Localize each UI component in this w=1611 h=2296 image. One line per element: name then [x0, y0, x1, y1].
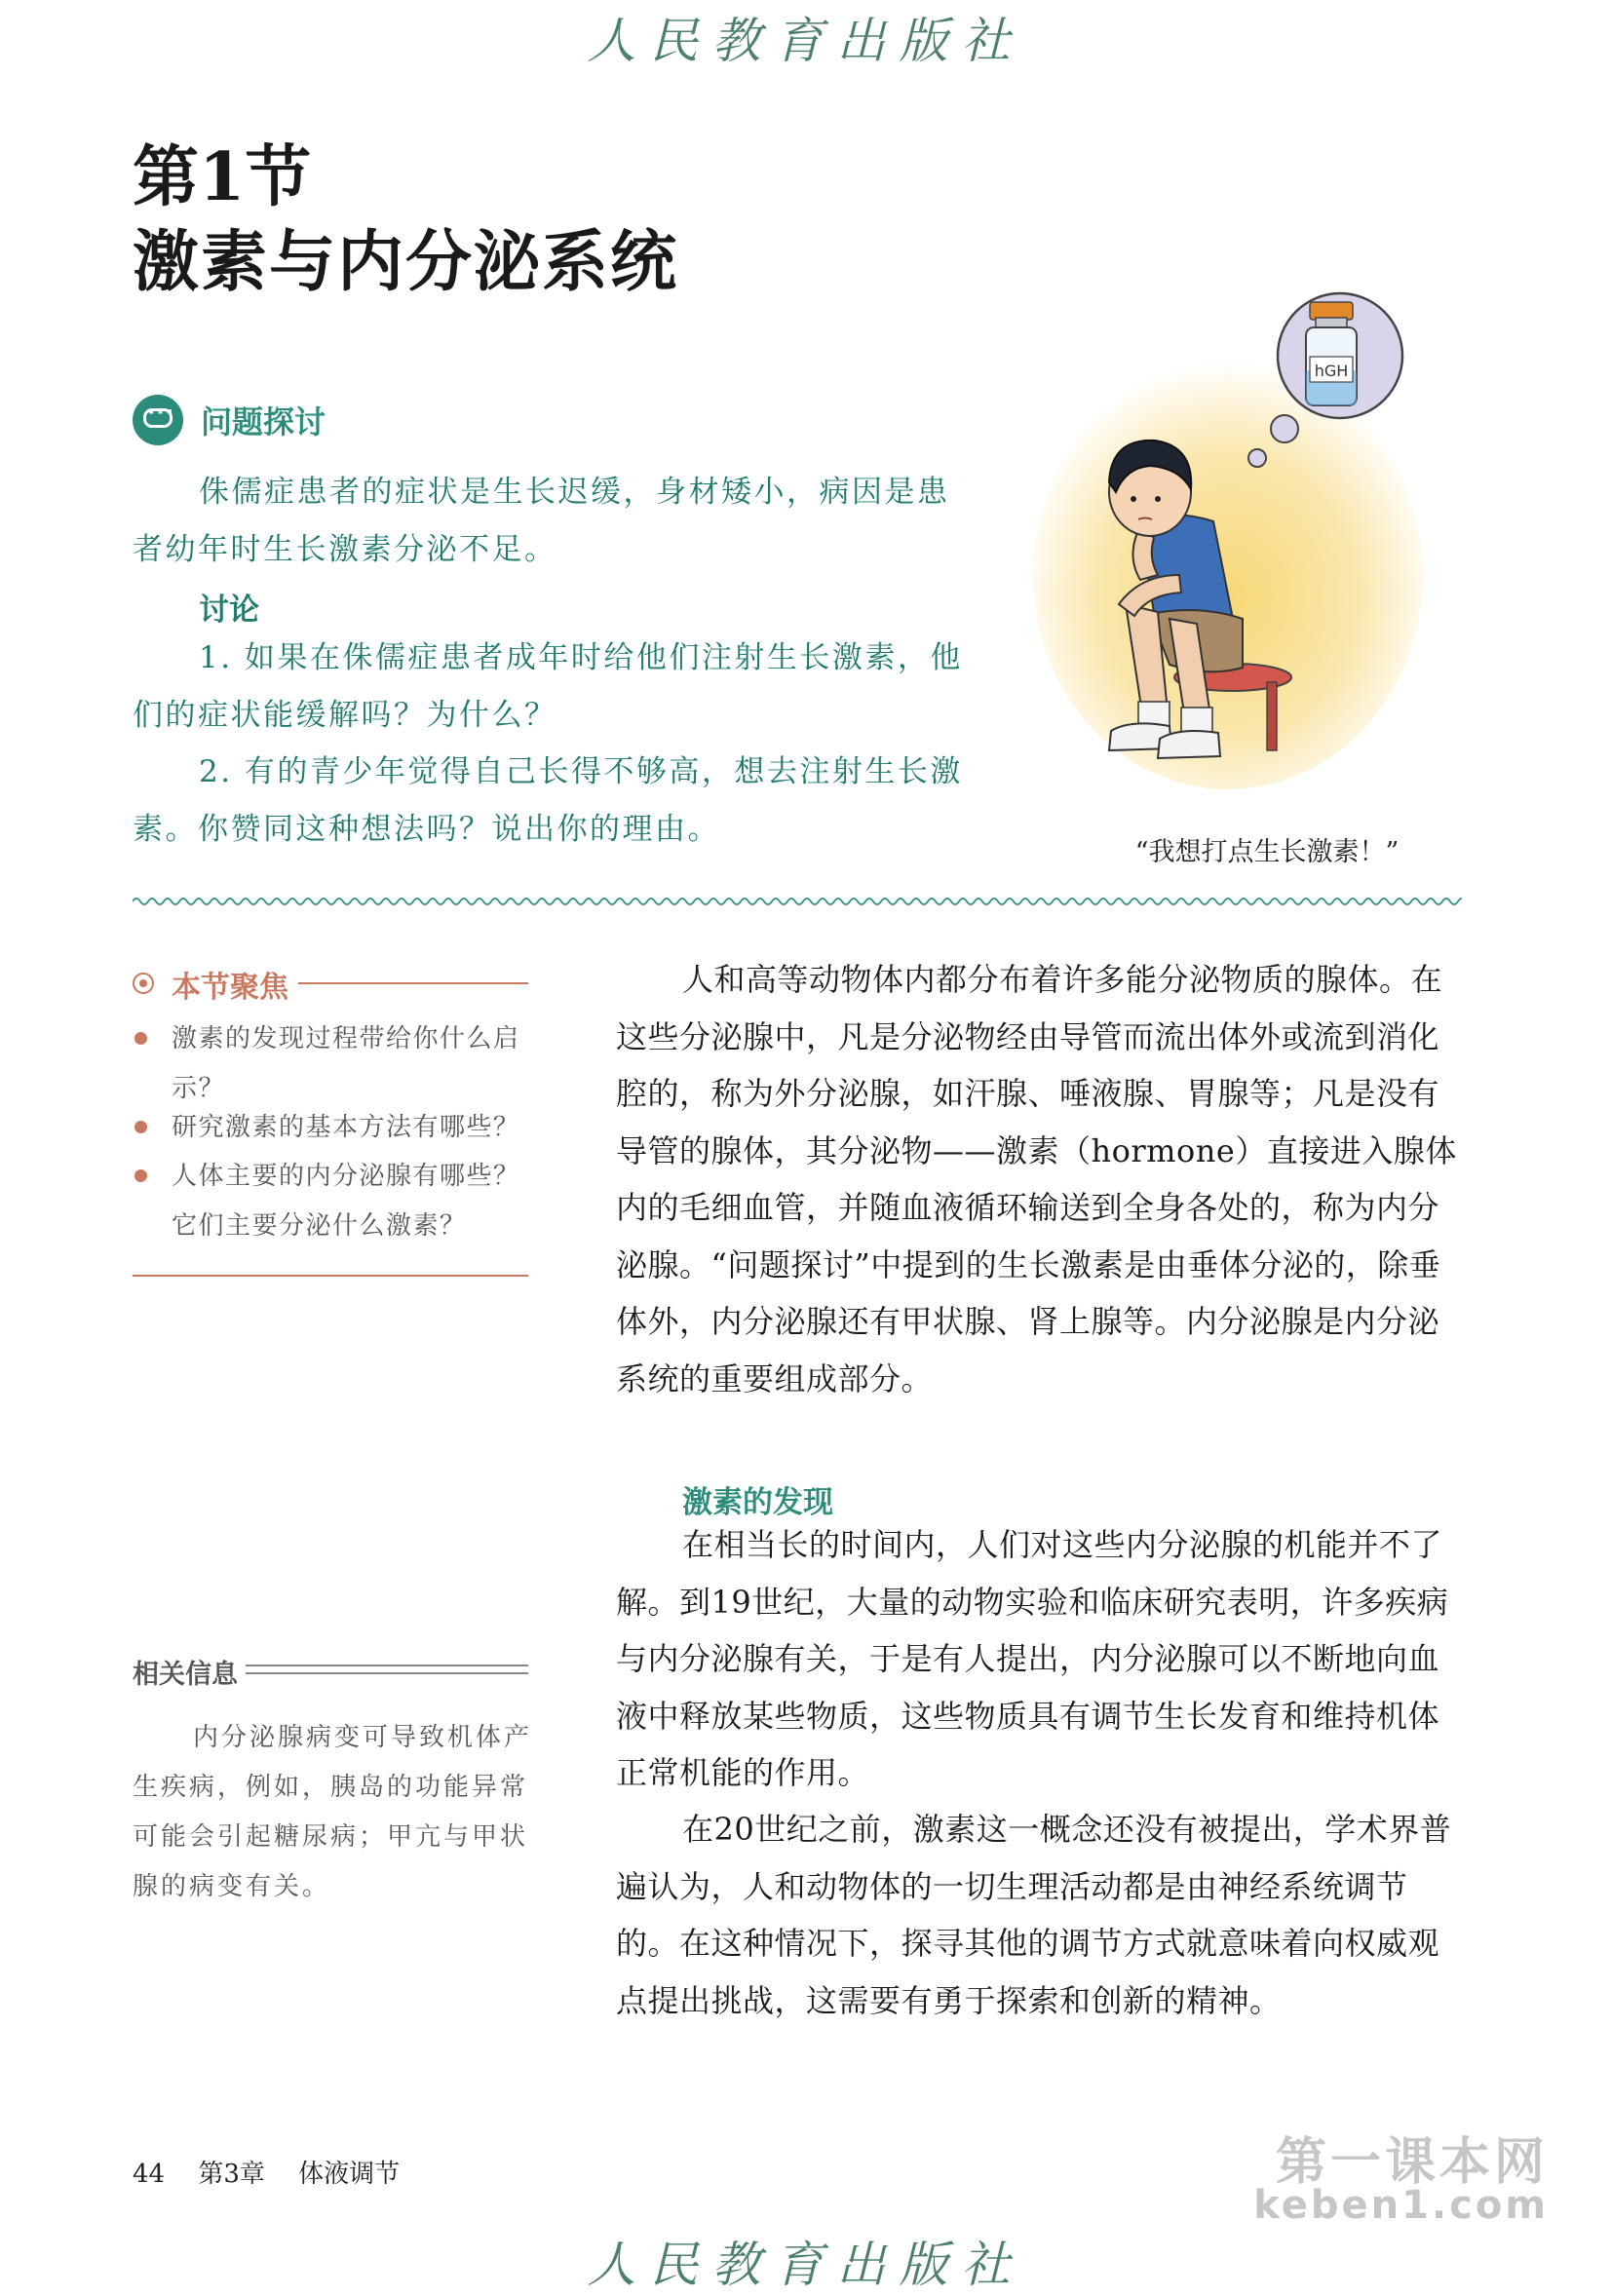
site-watermark-url: keben1.com	[1253, 2183, 1549, 2228]
focus-divider-bottom	[133, 1275, 528, 1277]
discussion-question-1	[133, 630, 971, 744]
main-paragraph-3	[616, 1801, 1462, 2029]
focus-bullet-icon	[134, 1032, 147, 1045]
focus-item-2: 研究激素的基本方法有哪些？	[172, 1113, 520, 1142]
focus-item-1: 激素的发现过程带给你什么启示？	[172, 1024, 520, 1103]
main-paragraph-2	[616, 1516, 1462, 1802]
main-paragraph-1-text: 人和高等动物体内都分布着许多能分泌物质的腺体。在这些分泌腺中，凡是分泌物经由导管而流出体外或流到消化腔的，称为外分泌腺，如汗腺、唾液腺、胃腺等；凡是没有导管的腺体，其分泌物——激素（hormone）直接进入腺体内的毛细血管，并随血液循环输送到全身各处的，称为内分泌腺。“问题探讨”中提到的生长激素是由垂体分泌的，除垂体外，内分泌腺还有甲状腺、肾上腺等。内分泌腺是内分泌系统的重要组成部分。	[616, 961, 1457, 1397]
speech-bubble-icon	[133, 395, 183, 445]
vial-label: hGH	[1314, 362, 1349, 380]
subsection-heading: 激素的发现	[682, 1485, 833, 1520]
related-info-line-2	[246, 1672, 528, 1674]
page-footer	[133, 2154, 425, 2190]
chapter-number: 第3章	[198, 2160, 265, 2189]
question-intro	[133, 464, 971, 578]
focus-heading: 本节聚焦	[172, 971, 288, 1005]
focus-item-3: 人体主要的内分泌腺有哪些？它们主要分泌什么激素？	[172, 1162, 520, 1241]
focus-bullet-icon	[134, 1169, 147, 1182]
publisher-logo-bottom: 人民教育出版社	[587, 2237, 1024, 2293]
boy-illustration	[1033, 283, 1481, 809]
related-info-text	[133, 1713, 532, 1912]
focus-target-icon	[133, 973, 154, 994]
chapter-title: 体液调节	[298, 2160, 401, 2189]
wavy-divider	[133, 895, 1462, 908]
site-watermark-name: 第一课本网	[1275, 2133, 1549, 2192]
page-number: 44	[133, 2160, 166, 2189]
question-intro-text: 侏儒症患者的症状是生长迟缓，身材矮小，病因是患者幼年时生长激素分泌不足。	[133, 475, 950, 567]
focus-bullet-icon	[134, 1121, 147, 1133]
related-info-line-1	[246, 1665, 528, 1666]
discussion-question-2	[133, 744, 971, 858]
main-paragraph-1	[616, 951, 1462, 1407]
discussion-question-1-text: 1. 如果在侏儒症患者成年时给他们注射生长激素，他们的症状能缓解吗？为什么？	[133, 640, 963, 733]
discussion-label: 讨论	[199, 593, 259, 628]
section-title: 激素与内分泌系统	[133, 223, 679, 301]
publisher-logo-top: 人民教育出版社	[587, 13, 1024, 69]
main-paragraph-3-text: 在20世纪之前，激素这一概念还没有被提出，学术界普遍认为，人和动物体的一切生理活动都是由神经系统调节的。在这种情况下，探寻其他的调节方式就意味着向权威观点提出挑战，这需要有勇于探索和创新的精神。	[616, 1811, 1452, 2019]
related-info-heading: 相关信息	[133, 1660, 238, 1690]
focus-divider-top	[298, 982, 528, 984]
illustration-caption: “我想打点生长激素！”	[1134, 837, 1400, 867]
main-paragraph-2-text: 在相当长的时间内，人们对这些内分泌腺的机能并不了解。到19世纪，大量的动物实验和临床研究表明，许多疾病与内分泌腺有关，于是有人提出，内分泌腺可以不断地向血液中释放某些物质，这些物质具有调节生长发育和维持机体正常机能的作用。	[616, 1526, 1449, 1791]
discussion-question-2-text: 2. 有的青少年觉得自己长得不够高，想去注射生长激素。你赞同这种想法吗？说出你的理由。	[133, 754, 963, 847]
related-info-paragraph: 内分泌腺病变可导致机体产生疾病，例如，胰岛的功能异常可能会引起糖尿病；甲亢与甲状腺的病变有关。	[133, 1723, 533, 1901]
section-number: 第1节	[133, 138, 312, 216]
question-box-heading: 问题探讨	[201, 403, 326, 440]
